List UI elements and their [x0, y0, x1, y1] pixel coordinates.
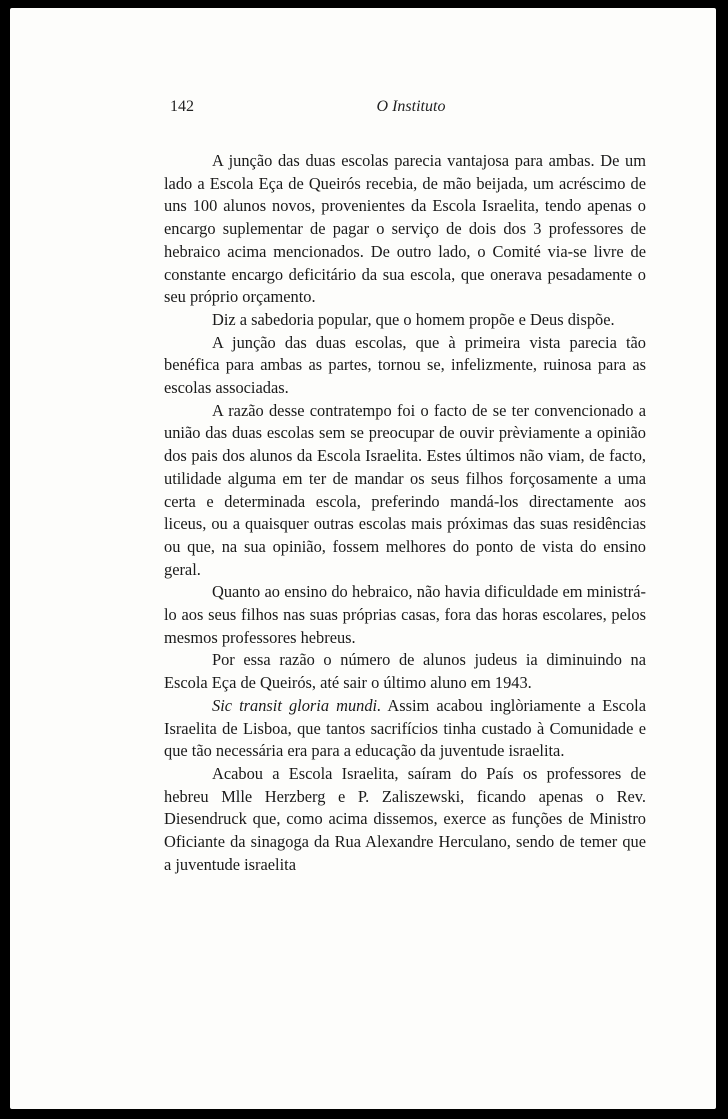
- running-title: O Instituto: [376, 98, 446, 115]
- paragraph: A razão desse contratempo foi o facto de se ter convencionado a união das duas escolas sem se preocupar de ouvir prèviamente a opinião dos pais dos alunos da Escola Israelita. Estes últimos não viam, de facto, utilidade alguma em ter de mandar os seus filhos forçosamente a uma certa e determinada escola, preferindo mandá-los directamente aos liceus, ou a quaisquer outras escolas mais próximas das suas residências ou que, na sua opinião, fossem melhores do ponto de vista do ensino geral.: [164, 400, 646, 579]
- paragraph: A junção das duas escolas, que à primeira vista parecia tão benéfica para ambas as partes, tornou se, infelizmente, ruinosa para as escolas associadas.: [164, 332, 646, 398]
- paragraph: Acabou a Escola Israelita, saíram do País os professores de hebreu Mlle Herzberg e P. Zaliszewski, ficando apenas o Rev. Diesendruck que, como acima dissemos, exerce as funções de Ministro Oficiante da sinagoga da Rua Alexandre Herculano, sendo de temer que a juventude israelita: [164, 763, 646, 874]
- paragraph: Diz a sabedoria popular, que o homem propõe e Deus dispõe.: [212, 309, 615, 329]
- paragraph: A junção das duas escolas parecia vantajosa para ambas. De um lado a Escola Eça de Queirós recebia, de mão beijada, um acréscimo de uns 100 alunos novos, provenientes da Escola Israelita, tendo apenas o encargo suplementar de pagar o serviço de dois dos 3 professores de hebraico acima mencionados. De outro lado, o Comité via-se livre de constante encargo deficitário da sua escola, que onerava pesadamente o seu próprio orçamento.: [164, 151, 646, 307]
- paragraph: Por essa razão o número de alunos judeus ia diminuindo na Escola Eça de Queirós, até sair o último aluno em 1943.: [164, 650, 646, 693]
- book-page: [10, 8, 716, 1109]
- paragraph: Quanto ao ensino do hebraico, não havia dificuldade em ministrá-lo aos seus filhos nas suas próprias casas, fora das horas escolares, pelos mesmos professores hebreus.: [164, 582, 646, 647]
- latin-phrase: Sic transit gloria mundi.: [212, 695, 382, 715]
- paragraph: [164, 695, 646, 763]
- page-number: 142: [170, 98, 194, 115]
- body-text: [164, 150, 646, 877]
- paragraph-text: Assim acabou inglòriamente a Escola Israelita de Lisboa, que tantos sacrifícios tinha custado à Comunidade e que tão necessária era para a educação da juventude israelita.: [164, 695, 646, 761]
- page-header: [170, 98, 652, 122]
